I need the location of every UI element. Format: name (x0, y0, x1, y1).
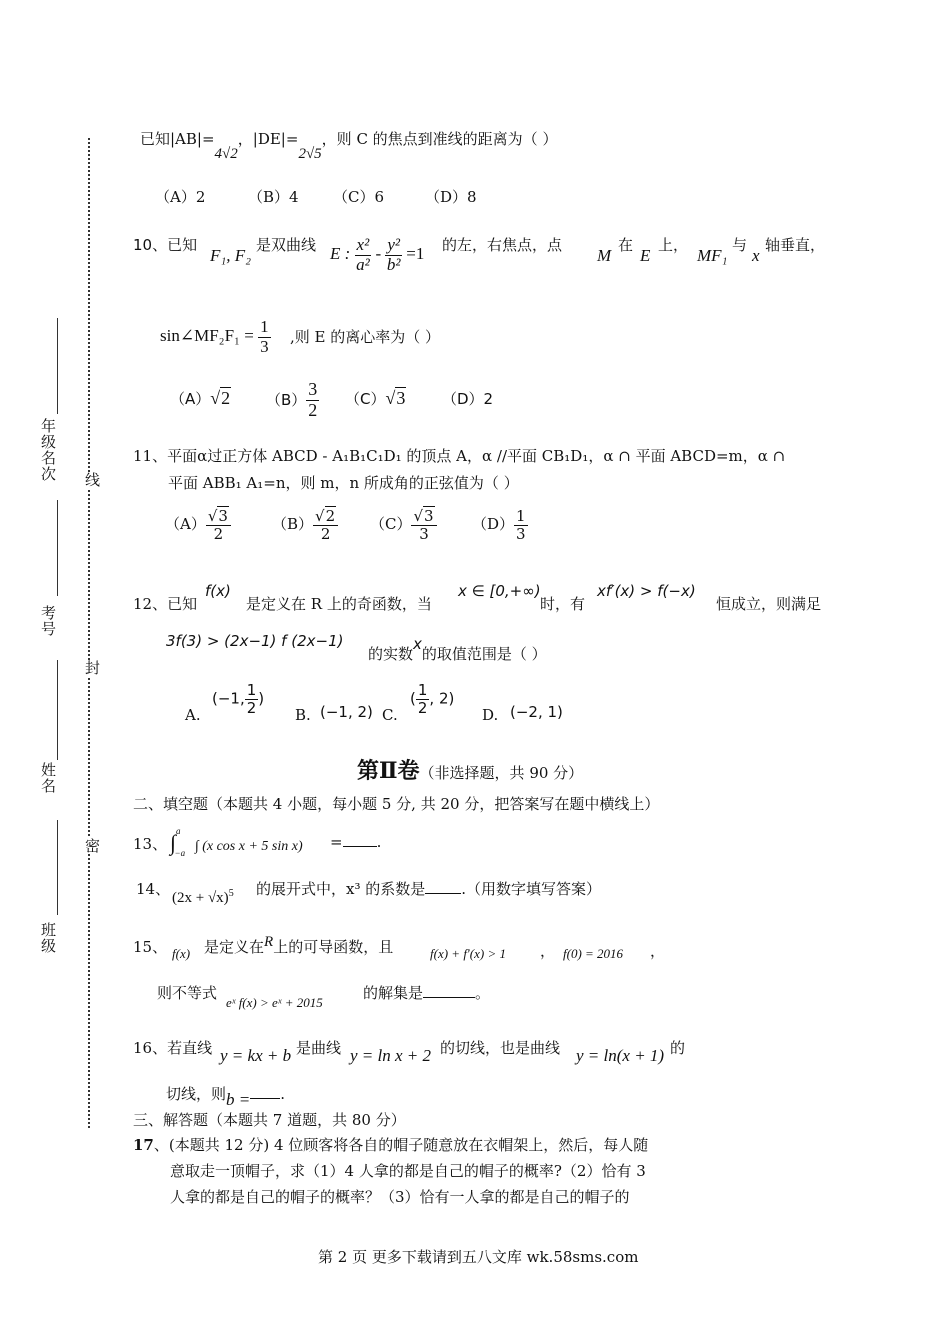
seal-word-seal: 封 (83, 660, 101, 676)
q16-answer: 切线，则b = . (166, 1085, 286, 1109)
q9-option-a: （A）2 (155, 188, 206, 206)
q12-option-b-value: (−1, 2) (320, 703, 373, 721)
q14-question: 的展开式中，x³ 的系数是 .（用数字填写答案） (256, 880, 602, 898)
name-blank (57, 660, 58, 760)
section2-heading: 二、填空题（本题共 4 小题，每小题 5 分, 共 20 分，把答案写在题中横线上） (133, 795, 660, 813)
q10-text-foci: 的左，右焦点，点 (442, 236, 563, 254)
q9-option-b: （B）4 (248, 188, 299, 206)
q10-option-a: （A）√2 (170, 388, 231, 408)
q17-line2: 意取走一顶帽子，求（1）4 人拿的都是自己的帽子的概率?（2）恰有 3 (170, 1162, 646, 1180)
q10-point-m: M (597, 246, 612, 265)
q15-condition1: f(x) + f′(x) > 1 (430, 946, 506, 961)
q10-text-with: 与 (732, 236, 748, 254)
q9-condition: 已知|AB|=4√2，|DE|=2√5，则 C 的焦点到准线的距离为（ ） (140, 130, 558, 162)
q12-option-b-label: B. (295, 706, 311, 724)
seal-word-line: 线 (83, 472, 101, 488)
q14-number: 14、 (136, 880, 171, 898)
q12-number: 12、已知 (133, 595, 198, 613)
section3-heading: 三、解答题（本题共 7 道题，共 80 分） (133, 1111, 406, 1129)
label-grade-rank: 年级名次 (39, 418, 57, 482)
class-blank (57, 820, 58, 915)
q15-comma2: ， (650, 942, 666, 960)
q10-sine-condition: sin∠MF₂F₁ = $\frac{1}{3}$ (160, 317, 269, 356)
page-footer: 第 2 页 更多下载请到五八文库 wk.58sms.com (318, 1248, 639, 1266)
q15-inequality: eˣ f(x) > eˣ + 2015 (226, 995, 323, 1010)
q12-text-always: 恒成立，则满足 (716, 595, 822, 613)
q10-text-upper: 上， (658, 236, 689, 254)
q15-comma: ， (540, 942, 556, 960)
q13-integral: ∫$^a_{-a}$ ∫ (x cos x + 5 sin x) (170, 826, 303, 858)
q11-option-a: （A） $\frac{√3}{2}$ (165, 508, 231, 542)
q12-text-when: 时，有 (540, 595, 586, 613)
q11-line2: 平面 ABB₁ A₁=n，则 m，n 所成角的正弦值为（ ） (168, 474, 519, 492)
q10-question: ,则 E 的离心率为（ ） (290, 328, 441, 346)
q12-option-c-label: C. (382, 706, 398, 724)
q10-option-d: （D）2 (442, 390, 494, 408)
q12-option-a-label: A. (185, 706, 201, 724)
q13-number: 13、 (133, 835, 168, 853)
q16-text-tangent: 的切线，也是曲线 (440, 1039, 561, 1057)
label-name: 姓名 (39, 762, 57, 794)
label-class: 班级 (39, 922, 57, 954)
label-exam-no: 考号 (39, 605, 57, 637)
ab-value: 4√2 (214, 146, 238, 162)
q14-expression: $(2x + √x)^5$ (172, 888, 234, 906)
part2-heading: 第Ⅱ卷（非选择题，共 90 分） (357, 758, 584, 784)
q10-option-c: （C）√3 (345, 388, 406, 408)
q12-option-c-value: ( $\frac{1}{2}$ , 2) (410, 681, 455, 717)
binding-dotted-line (88, 138, 90, 1128)
q9-option-d: （D）8 (425, 188, 477, 206)
q13-answer: = . (330, 833, 382, 851)
q17-line3: 人拿的都是自己的帽子的概率？（3）恰有一人拿的都是自己的帽子的 (170, 1188, 630, 1206)
q10-text-hyperbola: 是双曲线 (256, 236, 317, 254)
q15-text-defined: 是定义在R上的可导函数，且 (204, 934, 394, 956)
q11-option-c: （C） $\frac{√3}{3}$ (370, 508, 437, 542)
q12-text-defined: 是定义在 R 上的奇函数，当 (246, 595, 432, 613)
q16-curve1: y = ln x + 2 (350, 1046, 432, 1065)
q16-text-of: 的 (670, 1039, 686, 1057)
grade-rank-blank (57, 318, 58, 414)
q10-text-on: 在 (618, 236, 634, 254)
q10-text-axis: 轴垂直， (765, 236, 826, 254)
q16-curve2: y = ln(x + 1) (576, 1046, 665, 1065)
q16-number: 16、若直线 (133, 1039, 213, 1057)
q9-option-c: （C）6 (333, 188, 385, 206)
q15-text-ineq: 则不等式 (157, 984, 218, 1002)
q10-hyperbola-equation: E : $\frac{\text{x²}}{\text{a²}}$ - $\frac{\text{y²}}{\text{b²}}$ =1 (330, 235, 425, 274)
q16-line: y = kx + b (220, 1046, 292, 1065)
q10-foci: F₁, F₂ (210, 246, 252, 265)
q17-line1: 17、(本题共 12 分) 4 位顾客将各自的帽子随意放在衣帽架上，然后，每人随 (133, 1136, 649, 1154)
q12-text-real: 的实数x的取值范围是（ ） (368, 635, 547, 663)
q15-answer: 的解集是 。 (363, 984, 491, 1002)
q15-number: 15、 (133, 938, 168, 956)
q15-fx: f(x) (172, 946, 191, 961)
exam-no-blank (57, 500, 58, 596)
q16-text-curve: 是曲线 (296, 1039, 342, 1057)
q12-option-a-value: (−1, $\frac{1}{2}$ ) (212, 681, 265, 717)
q12-option-d-value: (−2, 1) (510, 703, 563, 721)
q10-curve-e: E (640, 246, 651, 265)
q11-line1: 11、平面α过正方体 ABCD - A₁B₁C₁D₁ 的顶点 A，α //平面 CB₁D₁，α ∩ 平面 ABCD=m，α ∩ (133, 447, 786, 465)
q15-condition2: f(0) = 2016 (563, 946, 624, 961)
q12-fx: f(x) (205, 582, 231, 600)
q10-number: 10、已知 (133, 236, 198, 254)
q10-mf1: MF₁ (697, 246, 728, 265)
q11-option-b: （B） $\frac{√2}{2}$ (272, 508, 338, 542)
q10-x: x (752, 246, 760, 265)
q11-option-d: （D） $\frac{1}{3}$ (472, 507, 526, 543)
de-value: 2√5 (298, 146, 322, 162)
q12-domain: x ∈ [0,+∞) (458, 582, 541, 600)
q12-option-d-label: D. (482, 706, 499, 724)
q12-inequality2: 3f(3) > (2x−1) f (2x−1) (166, 632, 344, 650)
seal-word-secret: 密 (83, 838, 101, 854)
q10-option-b: （B） $\frac{3}{2}$ (266, 379, 318, 420)
q12-inequality: xf′(x) > f(−x) (597, 582, 696, 600)
